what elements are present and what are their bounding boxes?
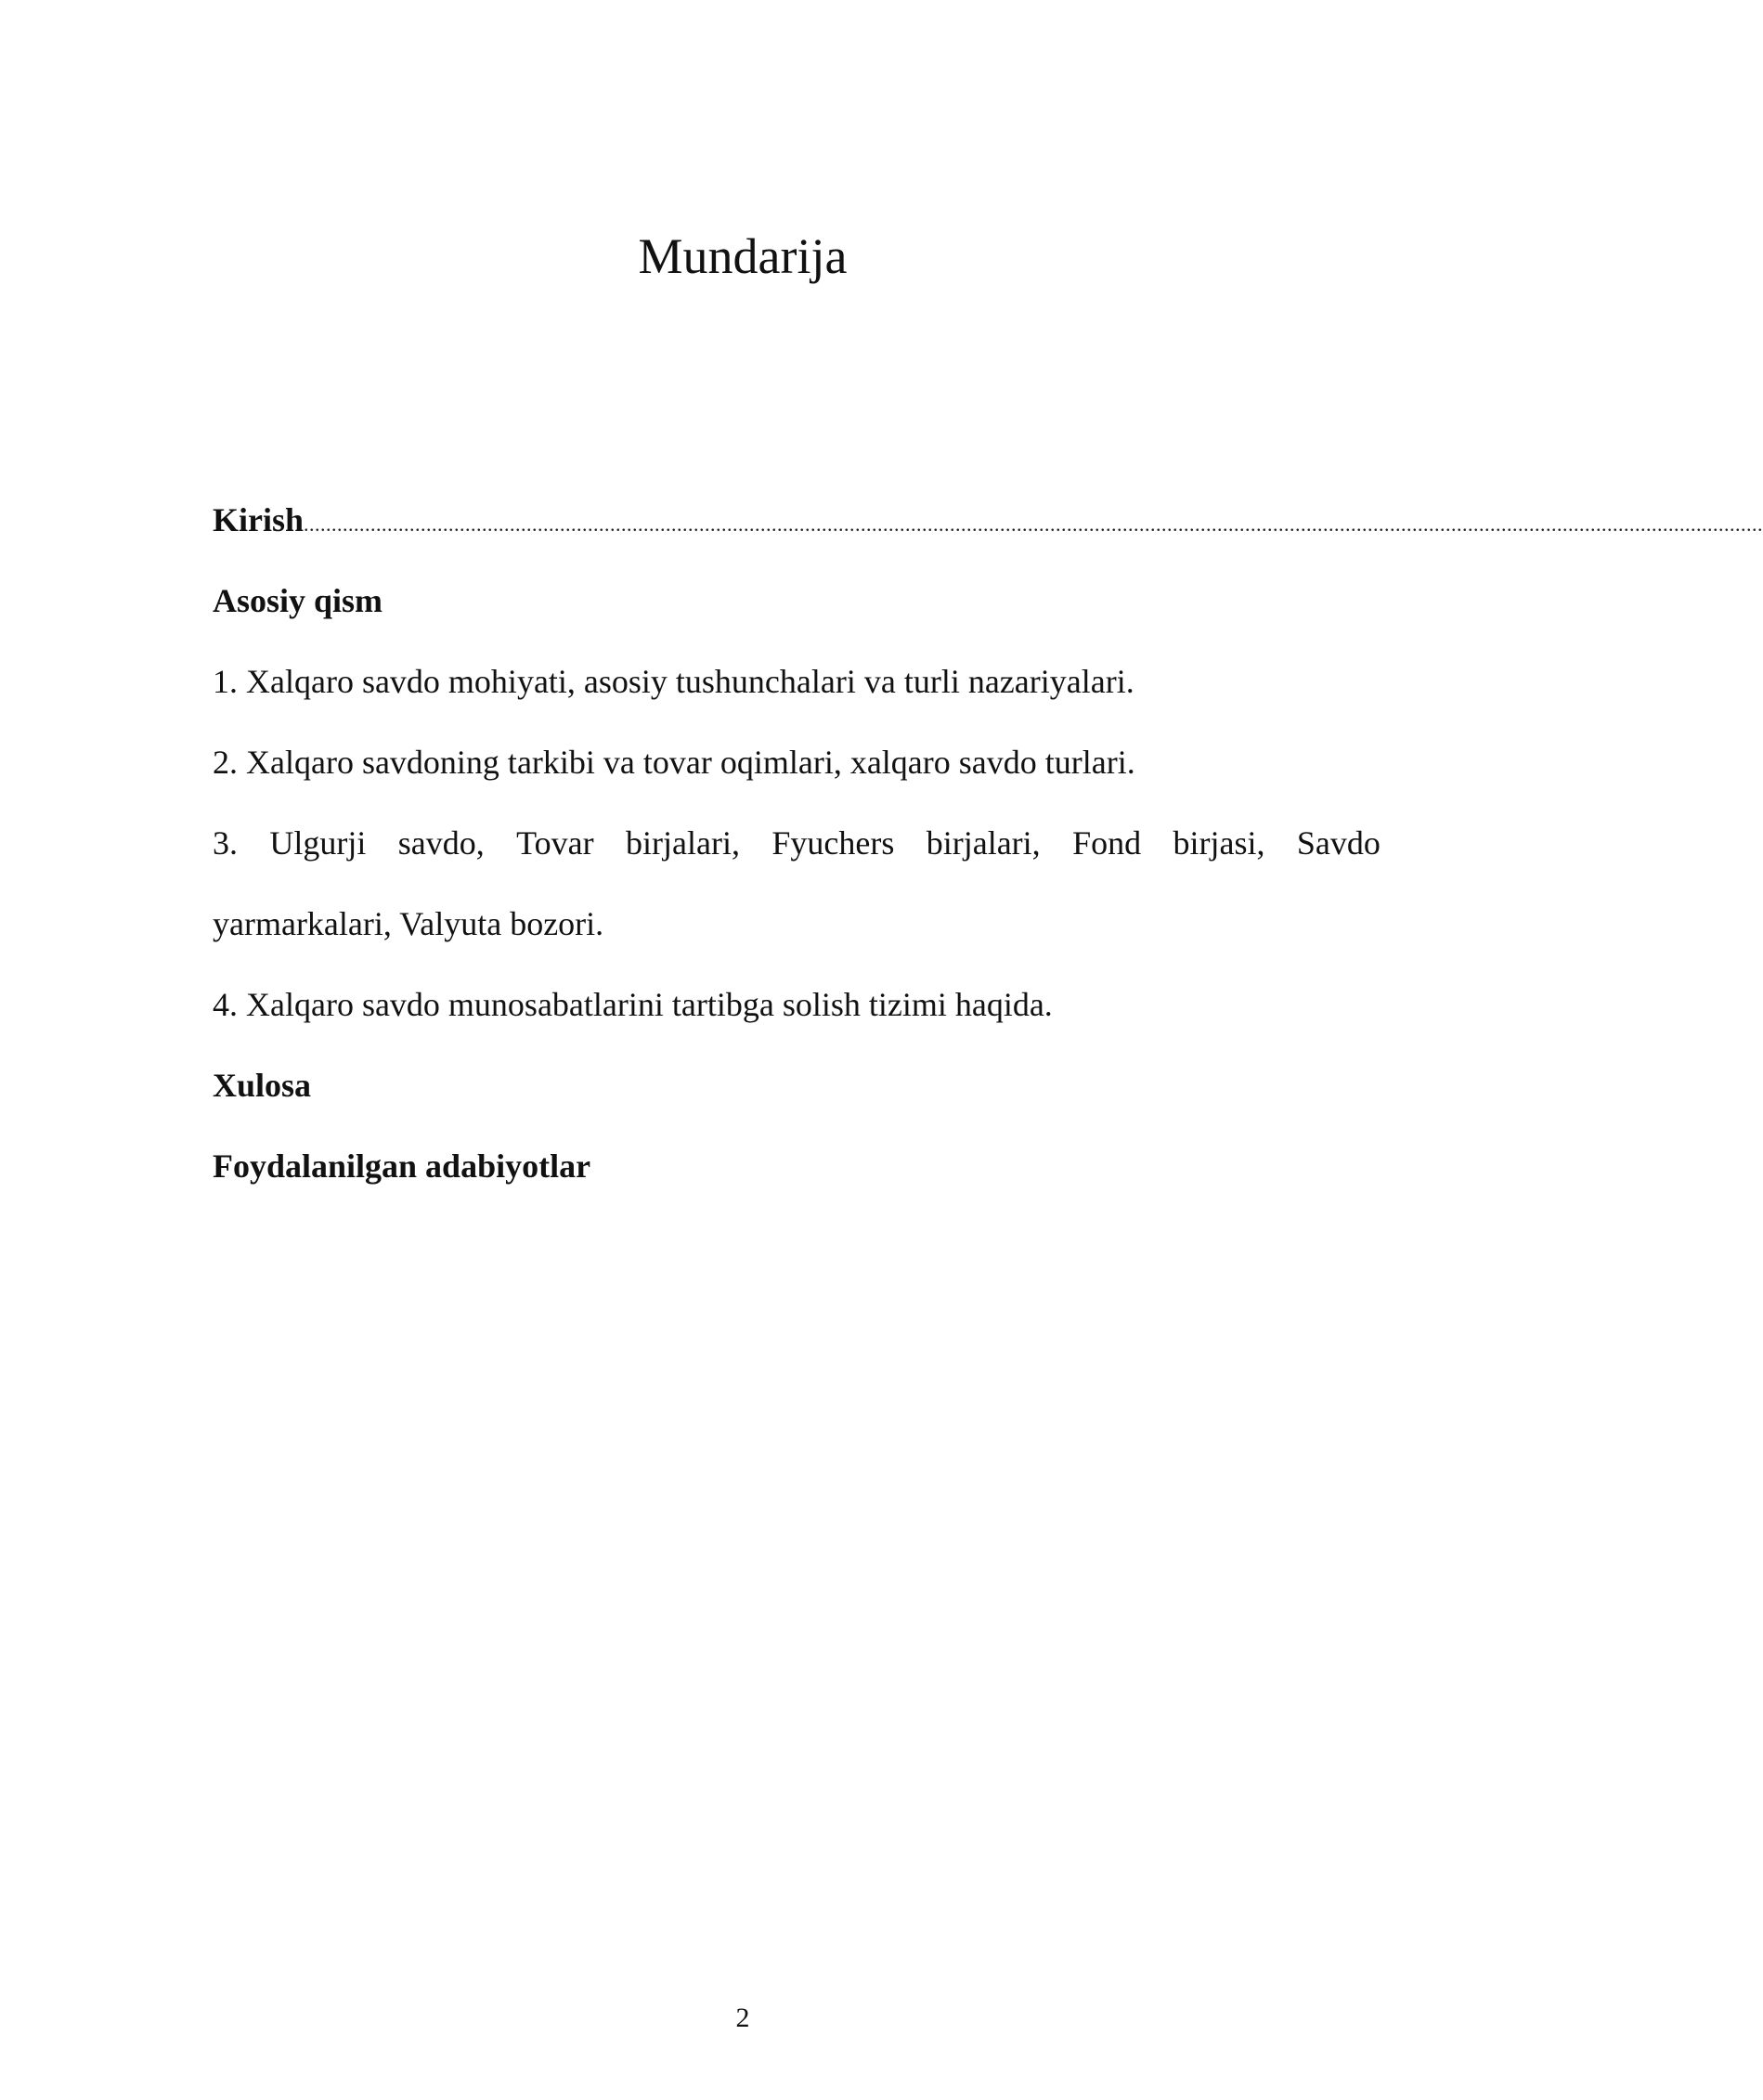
- toc-word: savdo,: [397, 824, 485, 862]
- toc-word: Fond: [1072, 824, 1142, 862]
- toc-word: 3.: [213, 824, 238, 862]
- toc-entry-2: 2. Xalqaro savdoning tarkibi va tovar oqimlari, xalqaro savdo turlari.: [213, 744, 1135, 781]
- toc-word: birjalari,: [926, 824, 1041, 862]
- toc-word: Tovar: [516, 824, 594, 862]
- toc-entry-3-line-2: yarmarkalari, Valyuta bozori.: [213, 905, 604, 942]
- toc-entry-asosiy-qism: Asosiy qism: [213, 582, 383, 619]
- toc-word: birjasi,: [1173, 824, 1265, 862]
- toc-entry-references: Foydalanilgan adabiyotlar: [213, 1147, 591, 1185]
- page-title: Mundarija: [638, 228, 848, 284]
- toc-entry-1: 1. Xalqaro savdo mohiyati, asosiy tushunchalari va turli nazariyalari.: [213, 663, 1134, 700]
- toc-entry-xulosa: Xulosa: [213, 1067, 312, 1104]
- dot-leader: ......................................................................................................................................................................................................................................................................: [304, 512, 1763, 536]
- page-number: 2: [735, 2003, 750, 2033]
- toc-word: Savdo: [1296, 824, 1381, 862]
- toc-word: Ulgurji: [269, 824, 367, 862]
- table-of-contents: [213, 490, 1763, 1217]
- toc-entry-4: 4. Xalqaro savdo munosabatlarini tartibga solish tizimi haqida.: [213, 986, 1053, 1023]
- toc-entry-label: Kirish: [213, 501, 305, 538]
- toc-entry-3-line-1: [213, 813, 1381, 894]
- toc-word: Fyuchers: [771, 824, 895, 862]
- toc-word: birjalari,: [626, 824, 740, 862]
- toc-entry-kirish: [213, 490, 1763, 571]
